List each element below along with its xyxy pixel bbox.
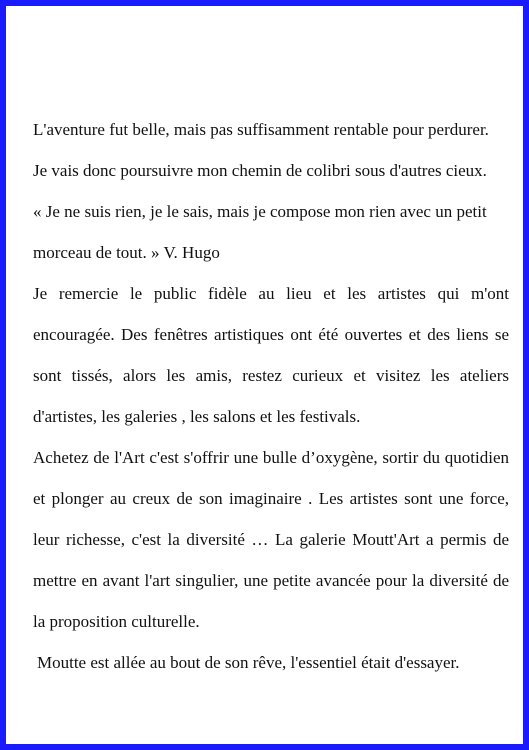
- text-line-2: Je vais donc poursuivre mon chemin de colibri sous d'autres cieux.: [33, 161, 487, 180]
- document-body: [33, 109, 509, 683]
- paragraph-art: Achetez de l'Art c'est s'offrir une bulle d’oxygène, sortir du quotidien et plonger au creux de son imaginaire . Les artistes sont une force, leur richesse, c'est la diversité … La galerie Moutt'Art a permis de mettre en avant l'art singulier, une petite avancée pour la diversité de la proposition culturelle.: [33, 448, 509, 631]
- paragraph-closing: Moutte est allée au bout de son rêve, l'essentiel était d'essayer.: [37, 653, 460, 672]
- quote-line-1: « Je ne suis rien, je le sais, mais je compose mon rien avec un petit: [33, 202, 487, 221]
- paragraph-thanks: Je remercie le public fidèle au lieu et les artistes qui m'ont encouragée. Des fenêtres artistiques ont été ouvertes et des liens se sont tissés, alors les amis, restez curieux et visitez les ateliers d'artistes, les galeries , les salons et les festivals.: [33, 284, 509, 426]
- quote-line-2: morceau de tout. » V. Hugo: [33, 243, 220, 262]
- text-line-1: L'aventure fut belle, mais pas suffisamment rentable pour perdurer.: [33, 120, 489, 139]
